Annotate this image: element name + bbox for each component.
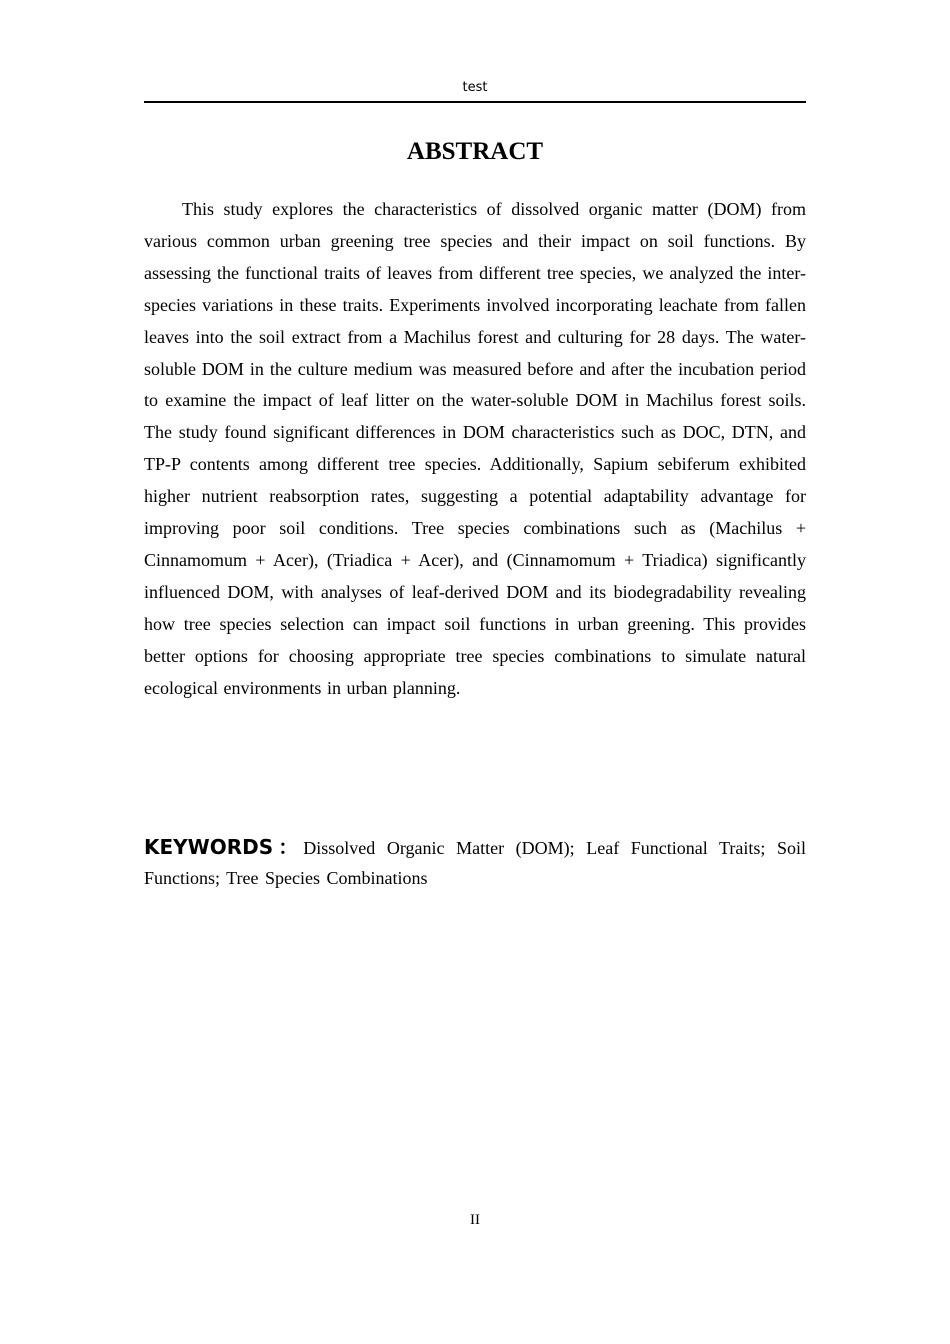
page-number: II — [470, 1212, 480, 1228]
abstract-title: ABSTRACT — [406, 138, 544, 165]
keywords-label: KEYWORDS： — [144, 835, 304, 859]
running-title: test — [462, 80, 488, 95]
abstract-body: This study explores the characteristics of dissolved organic matter (DOM) from various common urban greening tree species and their impact on soil functions. By assessing the functional traits of leaves from different tree species, we analyzed the inter-species variations in these traits. Experiments involved incorporating leachate from fallen leaves into the soil extract from a Machilus forest and culturing for 28 days. The water-soluble DOM in the culture medium was measured before and after the incubation period to examine the impact of leaf litter on the water-soluble DOM in Machilus forest soils. The study found significant differences in DOM characteristics such as DOC, DTN, and TP-P contents among different tree species. Additionally, Sapium sebiferum exhibited higher nutrient reabsorption rates, suggesting a potential adaptability advantage for improving poor soil conditions. Tree species combinations such as (Machilus + Cinnamomum + Acer), (Triadica + Acer), and (Cinnamomum + Triadica) significantly influenced DOM, with analyses of leaf-derived DOM and its biodegradability revealing how tree species selection can impact soil functions in urban greening. This provides better options for choosing appropriate tree species combinations to simulate natural ecological environments in urban planning. — [144, 199, 806, 698]
page-header — [144, 78, 806, 103]
keywords-text: Dissolved Organic Matter (DOM); Leaf Functional Traits; Soil Functions; Tree Species Combinations — [144, 838, 806, 888]
keywords-paragraph — [144, 832, 806, 893]
